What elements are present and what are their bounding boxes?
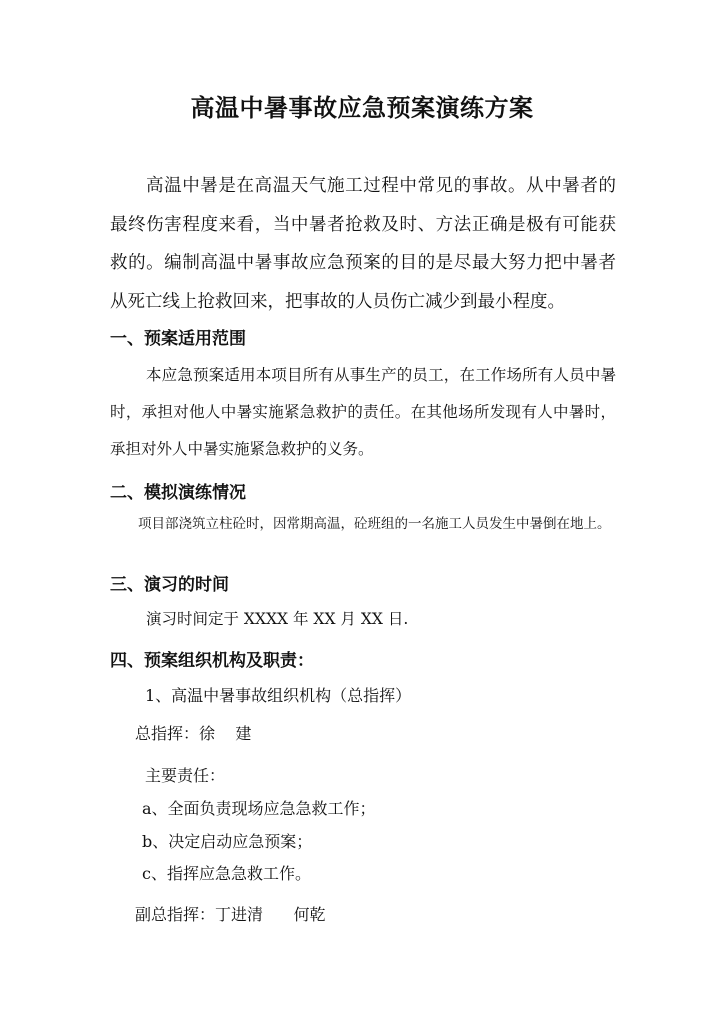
responsibility-item-c: c、指挥应急急救工作。	[142, 864, 311, 883]
section-body-drill-time: 演习时间定于 XXXX 年 XX 月 XX 日.	[146, 610, 409, 628]
deputy-commander-line: 副总指挥：丁进清 何乾	[135, 905, 326, 924]
org-structure-item: 1、高温中暑事故组织机构（总指挥）	[145, 686, 412, 705]
responsibility-item-b: b、决定启动应急预案；	[142, 832, 313, 851]
intro-paragraph: 高温中暑是在高温天气施工过程中常见的事故。从中暑者的最终伤害程度来看，当中暑者抢救及时、方法正确是极有可能获救的。编制高温中暑事故应急预案的目的是尽最大努力把中暑者从死亡线上抢救回来，把事故的人员伤亡减少到最小程度。	[110, 176, 616, 312]
document-title: 高温中暑事故应急预案演练方案	[190, 94, 534, 122]
section-body-scope: 本应急预案适用本项目所有从事生产的员工，在工作场所有人员中暑时，承担对他人中暑实施紧急救护的责任。在其他场所发现有人中暑时，承担对外人中暑实施紧急救护的义务。	[110, 366, 616, 458]
section-body-drill-scenario: 项目部浇筑立柱砼时，因常期高温，砼班组的一名施工人员发生中暑倒在地上。	[138, 516, 611, 532]
responsibility-item-a: a、全面负责现场应急急救工作；	[142, 799, 376, 818]
section-heading-drill-scenario: 二、模拟演练情况	[110, 483, 246, 503]
section-heading-drill-time: 三、演习的时间	[110, 575, 229, 595]
section-heading-scope: 一、预案适用范围	[110, 329, 246, 349]
commander-line: 总指挥：徐 建	[135, 724, 252, 743]
section-heading-organization: 四、预案组织机构及职责：	[110, 651, 314, 671]
main-responsibility-label: 主要责任：	[145, 766, 226, 785]
